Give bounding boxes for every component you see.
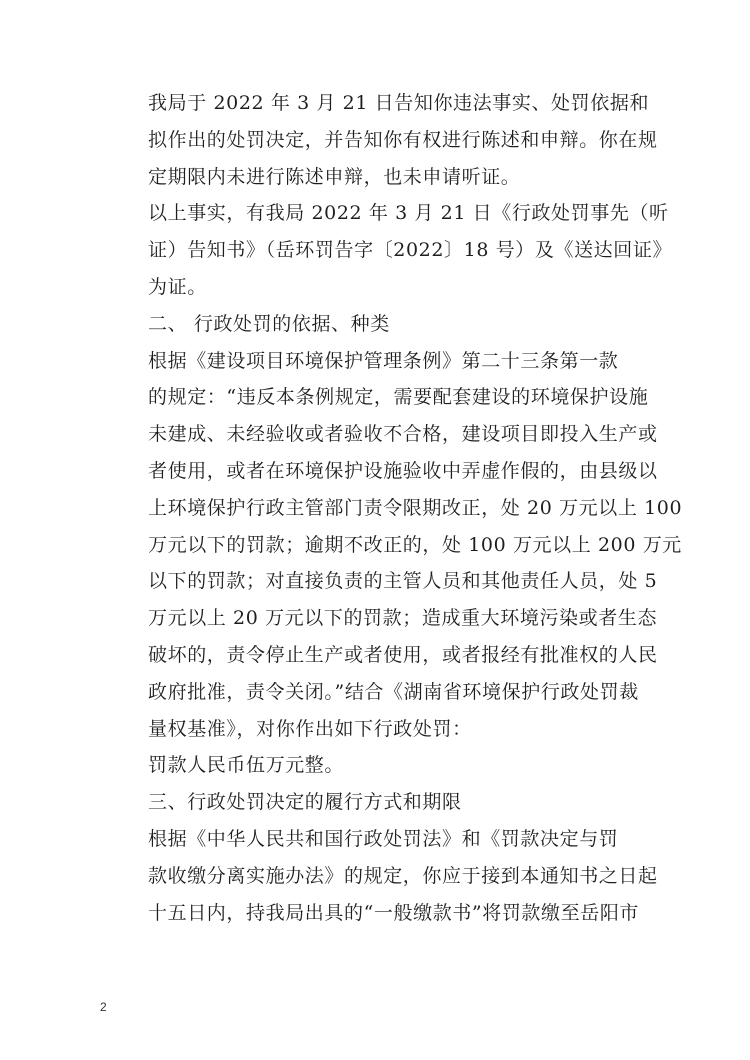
text-line: 款收缴分离实施办法》的规定，你应于接到本通知书之日起	[148, 864, 658, 887]
text-line: 上环境保护行政主管部门责令限期改正，处 20 万元以上 100	[148, 496, 683, 519]
text-line: 罚款人民币伍万元整。	[148, 754, 345, 777]
text-line: 以上事实，有我局 2022 年 3 月 21 日《行政处罚事先（听	[148, 202, 669, 225]
text-line: 未建成、未经验收或者验收不合格，建设项目即投入生产或	[148, 423, 658, 446]
text-line: 政府批准，责令关闭。”结合《湖南省环境保护行政处罚裁	[148, 680, 639, 703]
heading-line: 三、行政处罚决定的履行方式和期限	[148, 791, 462, 814]
paragraph-payment	[110, 821, 658, 931]
text-line: 万元以下的罚款；逾期不改正的，处 100 万元以上 200 万元	[148, 533, 682, 556]
page-number: 2	[100, 1000, 107, 1014]
paragraph-notice-date	[110, 85, 658, 195]
section-heading-basis	[110, 306, 640, 343]
text-line: 根据《建设项目环境保护管理条例》第二十三条第一款	[148, 349, 619, 372]
text-line: 为证。	[148, 275, 207, 298]
text-line: 定期限内未进行陈述申辩，也未申请听证。	[148, 165, 521, 188]
text-line: 者使用，或者在环境保护设施验收中弄虚作假的，由县级以	[148, 459, 658, 482]
text-line: 我局于 2022 年 3 月 21 日告知你违法事实、处罚依据和	[148, 92, 650, 114]
section-heading-execution	[110, 784, 640, 821]
text-line: 破坏的，责令停止生产或者使用，或者报经有批准权的人民	[148, 643, 658, 666]
text-line: 根据《中华人民共和国行政处罚法》和《罚款决定与罚	[148, 827, 619, 850]
text-line: 万元以上 20 万元以下的罚款；造成重大环境污染或者生态	[148, 607, 658, 630]
paragraph-penalty-amount	[110, 747, 640, 784]
text-line: 证）告知书》（岳环罚告字〔2022〕18 号）及《送达回证》	[148, 239, 673, 262]
text-line: 十五日内，持我局出具的“一般缴款书”将罚款缴至岳阳市	[148, 901, 640, 924]
paragraph-legal-basis	[110, 343, 683, 748]
text-line: 以下的罚款；对直接负责的主管人员和其他责任人员，处 5	[148, 570, 658, 593]
text-line: 量权基准》，对你作出如下行政处罚：	[148, 717, 472, 740]
heading-line: 二、 行政处罚的依据、种类	[148, 312, 390, 335]
text-line: 拟作出的处罚决定，并告知你有权进行陈述和申辩。你在规	[148, 128, 658, 151]
document-body	[110, 85, 683, 931]
text-line: 的规定：“违反本条例规定，需要配套建设的环境保护设施	[148, 386, 649, 409]
paragraph-evidence	[110, 195, 673, 305]
